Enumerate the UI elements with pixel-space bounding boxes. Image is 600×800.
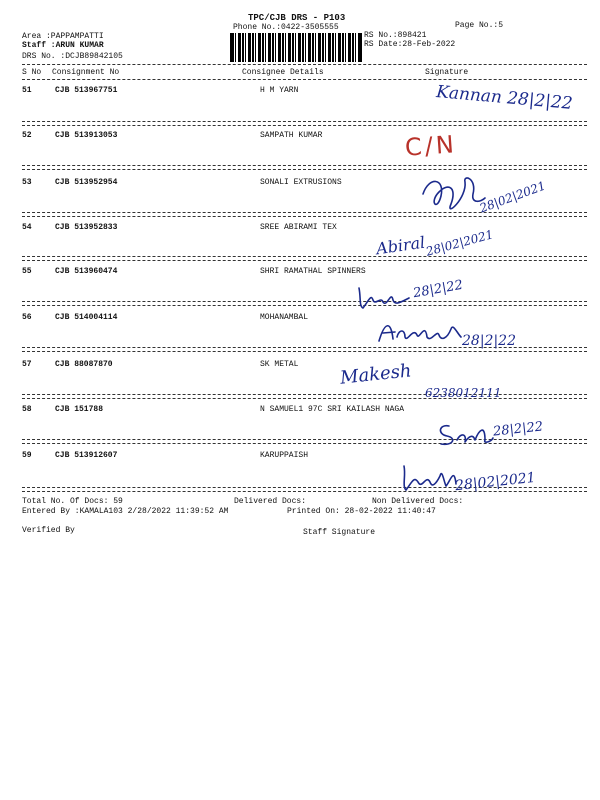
- drs-number: DRS No. :DCJB89842105: [22, 52, 123, 61]
- signature-row-58-date: 28|2|22: [492, 419, 544, 440]
- row-sno: 52: [22, 131, 32, 140]
- row-sno: 55: [22, 267, 32, 276]
- area-label: Area :PAPPAMPATTI: [22, 32, 104, 41]
- row-sno: 59: [22, 451, 32, 460]
- row-divider: [22, 394, 587, 395]
- row-divider: [22, 443, 587, 444]
- signature-row-54: Abiral: [374, 232, 427, 259]
- row-consignment: CJB 514004114: [55, 313, 118, 322]
- row-divider: [22, 491, 587, 492]
- row-consignment: CJB 513952954: [55, 178, 118, 187]
- rs-number: RS No.:898421: [364, 31, 427, 40]
- col-header-sno: S No: [22, 68, 42, 77]
- row-consignee: SK METAL: [260, 360, 299, 369]
- non-delivered-docs: Non Delivered Docs:: [372, 497, 464, 506]
- row-consignment: CJB 513912607: [55, 451, 118, 460]
- col-header-signature: Signature: [425, 68, 469, 77]
- signature-row-54-date: 28|02|2021: [424, 227, 495, 259]
- entered-by: Entered By :KAMALA103 2/28/2022 11:39:52 AM: [22, 507, 229, 516]
- row-divider: [22, 398, 587, 399]
- row-sno: 58: [22, 405, 32, 414]
- row-divider: [22, 301, 587, 302]
- signature-row-55-date: 28|2|22: [412, 277, 465, 302]
- row-consignee: SREE ABIRAMI TEX: [260, 223, 337, 232]
- row-divider: [22, 256, 587, 257]
- col-header-consignee: Consignee Details: [242, 68, 324, 77]
- row-sno: 54: [22, 223, 32, 232]
- signature-row-53-date: 28|02|2021: [477, 178, 548, 216]
- row-consignee: MOHANAMBAL: [260, 313, 309, 322]
- row-consignment: CJB 513960474: [55, 267, 118, 276]
- row-consignment: CJB 151788: [55, 405, 104, 414]
- row-divider: [22, 351, 587, 352]
- signature-row-57: Makesh: [339, 360, 413, 389]
- row-consignment: CJB 513967751: [55, 86, 118, 95]
- row-divider: [22, 260, 587, 261]
- row-divider: [22, 212, 587, 213]
- signature-scribble-row-56: [375, 315, 465, 347]
- row-sno: 56: [22, 313, 32, 322]
- page-number: Page No.:5: [455, 21, 504, 30]
- row-divider: [22, 121, 587, 122]
- signature-row-59-date: 28|02|2021: [454, 469, 537, 495]
- row-consignee: SAMPATH KUMAR: [260, 131, 323, 140]
- row-sno: 53: [22, 178, 32, 187]
- row-sno: 57: [22, 360, 32, 369]
- row-consignee: SONALI EXTRUSIONS: [260, 178, 342, 187]
- row-divider: [22, 216, 587, 217]
- col-header-consignment: Consignment No: [52, 68, 120, 77]
- signature-scribble-row-58: [435, 420, 495, 448]
- row-consignee: H M YARN: [260, 86, 299, 95]
- divider: [22, 79, 587, 80]
- total-docs: Total No. Of Docs: 59: [22, 497, 123, 506]
- signature-row-57-phone: 6238012111: [425, 386, 502, 400]
- report-title: TPC/CJB DRS - P103: [248, 13, 346, 23]
- signature-row-56-date: 28|2|22: [462, 333, 516, 349]
- row-consignment: CJB 88087870: [55, 360, 113, 369]
- signature-row-51: Kannan 28|2|22: [435, 82, 574, 114]
- row-divider: [22, 165, 587, 166]
- staff-signature: Staff Signature: [303, 528, 376, 537]
- row-divider: [22, 169, 587, 170]
- divider: [22, 64, 587, 65]
- row-divider: [22, 305, 587, 306]
- signature-scribble-row-55: [355, 282, 415, 312]
- row-sno: 51: [22, 86, 32, 95]
- signature-scribble-row-59: [400, 462, 460, 494]
- phone-number: Phone No.:0422-3505555: [233, 23, 339, 32]
- cin-mark: C/N: [404, 130, 458, 162]
- rs-date: RS Date:28-Feb-2022: [364, 40, 456, 49]
- signature-scribble-row-53: [415, 172, 490, 222]
- row-consignment: CJB 513913053: [55, 131, 118, 140]
- staff-label: Staff :ARUN KUMAR: [22, 41, 104, 50]
- row-divider: [22, 125, 587, 126]
- row-consignee: KARUPPAISH: [260, 451, 309, 460]
- row-consignee: N SAMUEL1 97C SRI KAILASH NAGA: [260, 405, 405, 414]
- row-consignee: SHRI RAMATHAL SPINNERS: [260, 267, 366, 276]
- delivered-docs: Delivered Docs:: [234, 497, 307, 506]
- barcode: [230, 33, 362, 62]
- printed-on: Printed On: 28-02-2022 11:40:47: [287, 507, 436, 516]
- row-consignment: CJB 513952833: [55, 223, 118, 232]
- verified-by: Verified By: [22, 526, 75, 535]
- row-divider: [22, 439, 587, 440]
